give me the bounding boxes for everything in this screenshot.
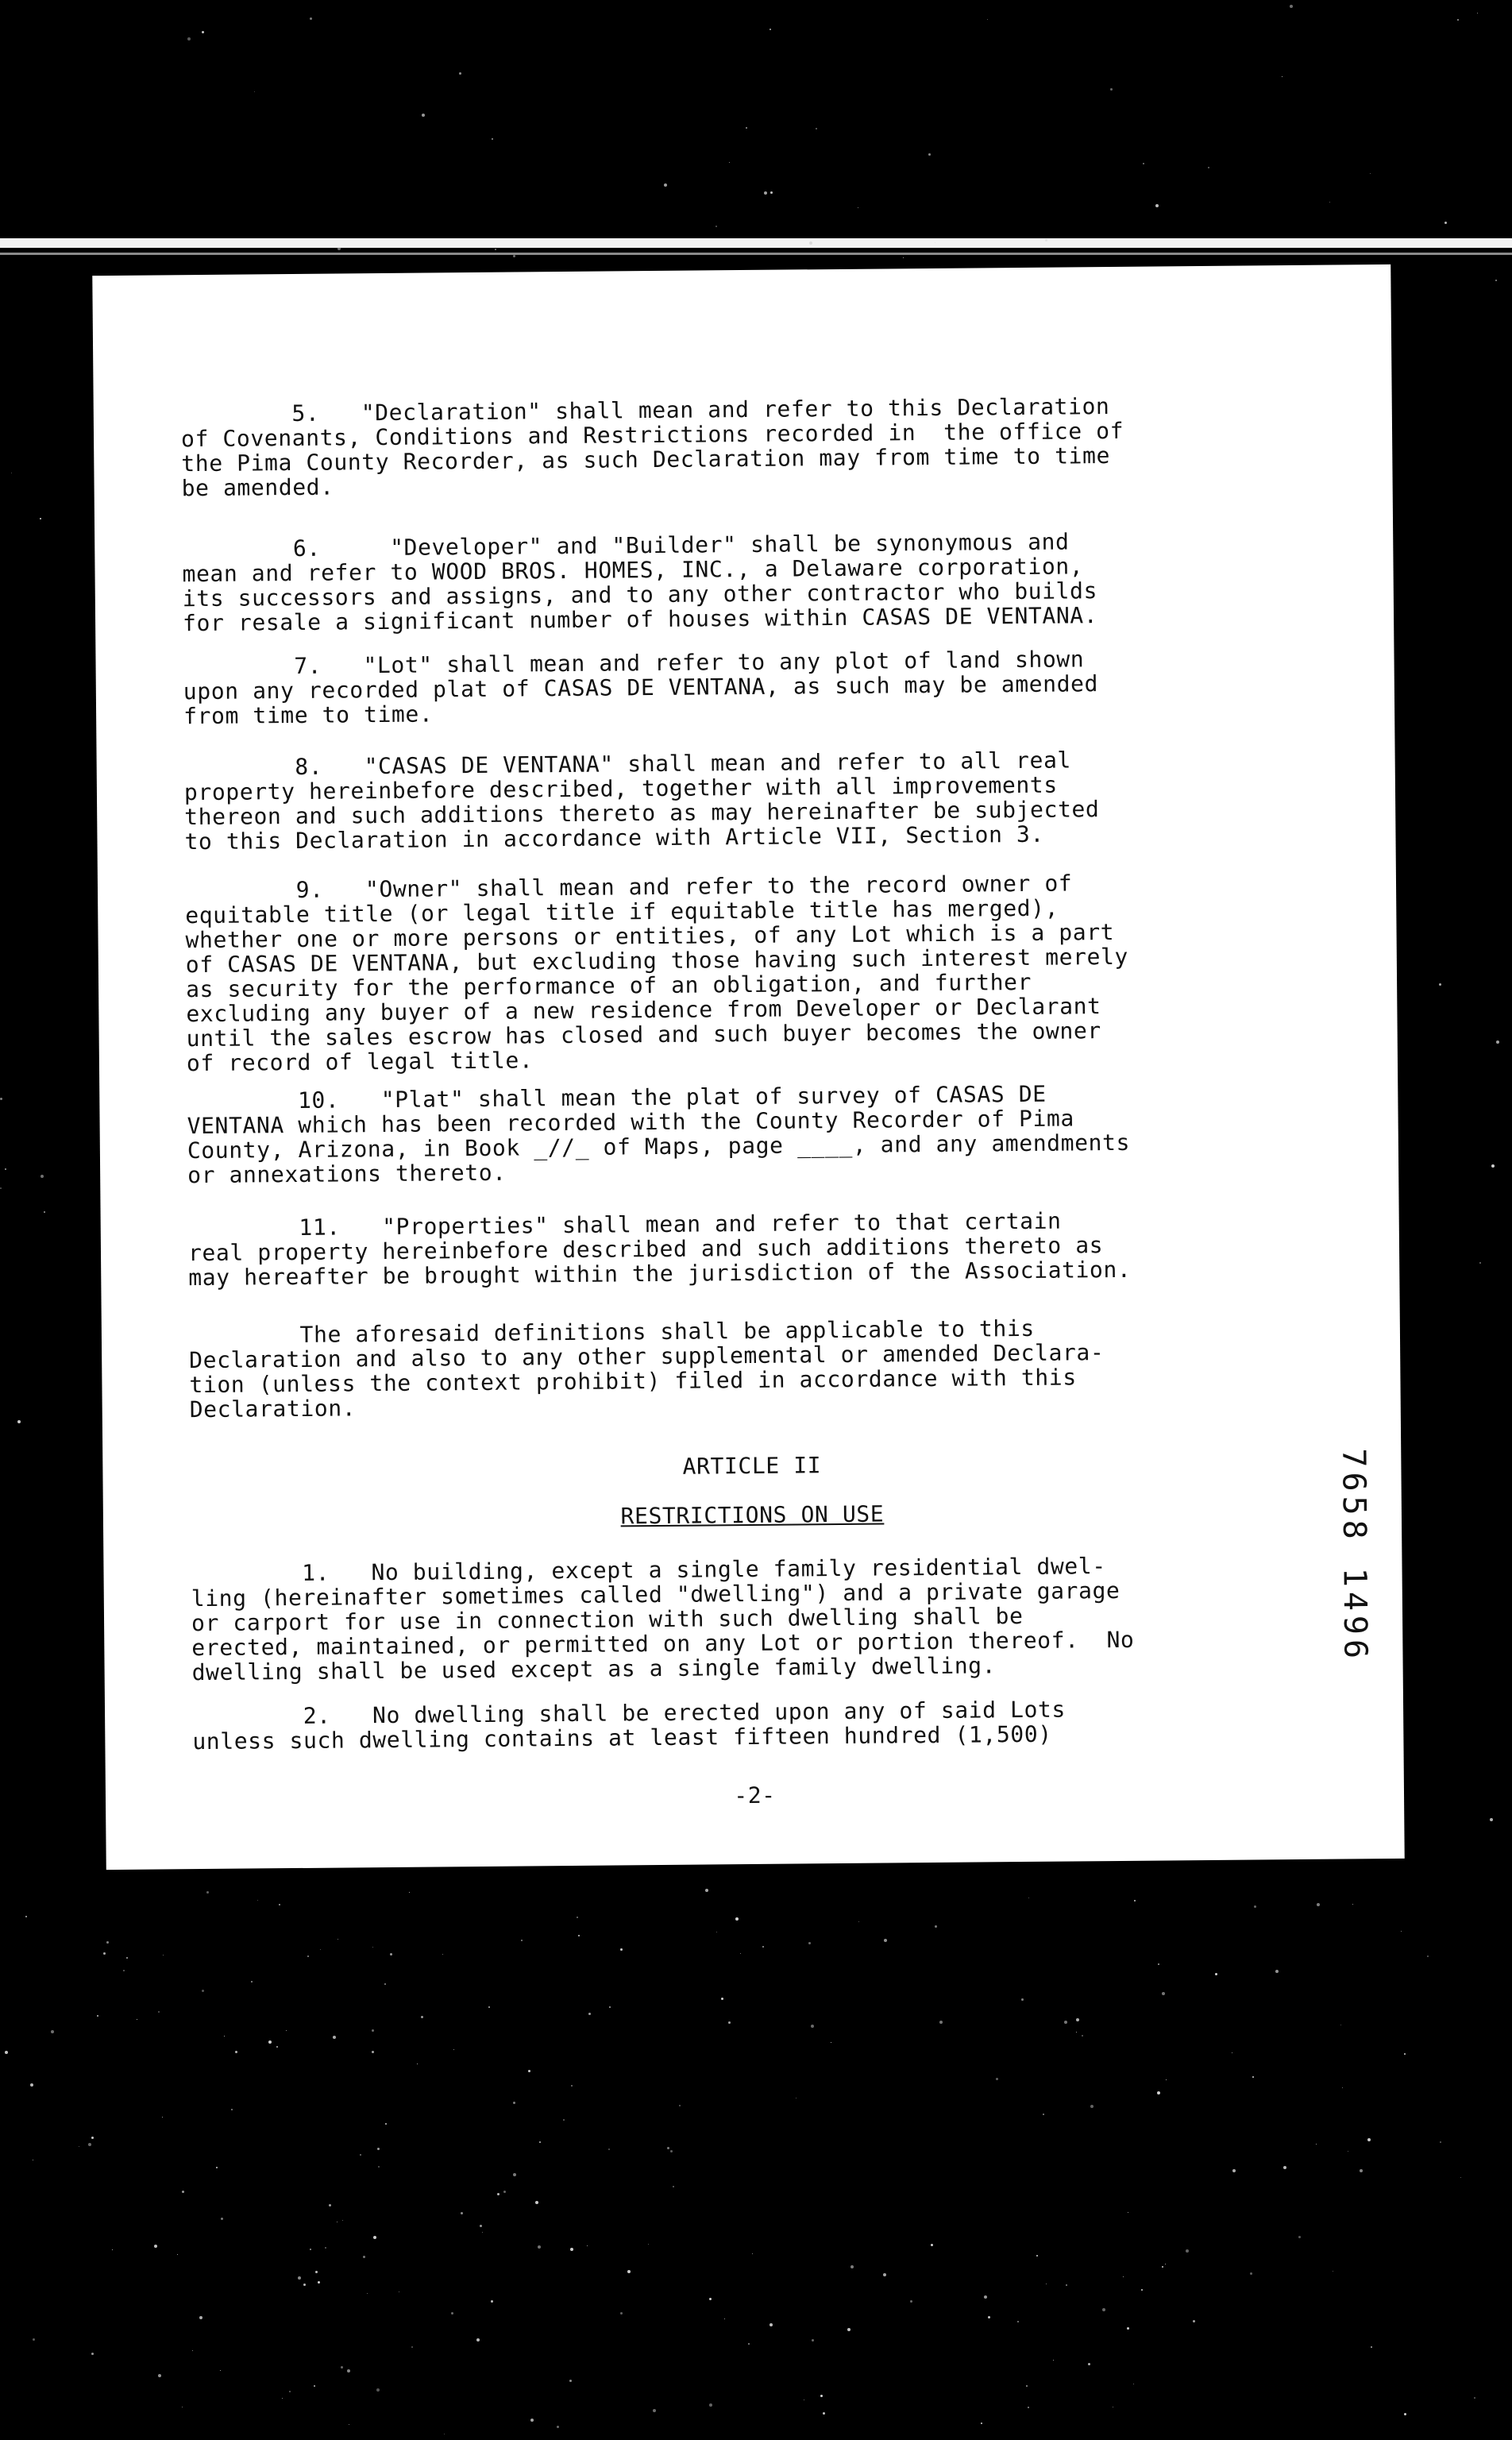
noise-speck [0,1098,2,1100]
noise-speck [488,2006,490,2008]
noise-speck [1404,2413,1406,2415]
noise-speck [372,1947,373,1948]
noise-speck [521,1940,523,1941]
noise-speck [608,2149,610,2150]
noise-speck [1110,88,1113,91]
noise-speck [1143,163,1144,164]
noise-speck [571,2085,573,2087]
noise-speck [1427,1955,1429,1957]
noise-speck [372,2029,374,2032]
scan-band-top [0,238,1512,248]
noise-speck [310,2249,311,2250]
noise-speck [390,1953,392,1955]
noise-speck [1490,1818,1493,1821]
noise-speck [453,2049,454,2050]
noise-speck [513,2102,515,2104]
noise-speck [33,2338,35,2341]
noise-speck [578,1935,580,1936]
noise-speck [409,1892,410,1893]
noise-speck [847,2328,850,2331]
noise-speck [251,1981,253,1982]
noise-speck [735,1917,739,1921]
noise-speck [476,2338,480,2342]
noise-speck [192,2350,193,2351]
restriction-2: 2. No dwelling shall be erected upon any of said Lots unless such dwelling contains at least fifteen hundred (1,500) [191,1696,1066,1755]
noise-speck [123,1970,125,1971]
noise-speck [325,2247,326,2249]
noise-speck [1155,204,1159,207]
noise-speck [748,2343,750,2345]
noise-speck [1352,1904,1353,1905]
noise-speck [609,2006,611,2008]
noise-speck [202,31,204,33]
noise-speck [627,2270,631,2273]
noise-speck [1317,1903,1320,1906]
noise-speck [315,2271,318,2273]
noise-speck [1329,202,1330,203]
noise-speck [1053,2360,1054,2361]
noise-speck [820,2395,823,2397]
noise-speck [459,72,461,75]
noise-speck [570,2248,573,2251]
noise-speck [1252,2076,1254,2078]
noise-speck [1457,19,1459,21]
noise-speck [1491,1164,1495,1168]
noise-speck [451,2312,453,2315]
noise-speck [97,2015,98,2017]
noise-speck [939,2021,943,2024]
noise-speck [422,114,425,117]
noise-speck [667,2147,669,2149]
noise-speck [88,2143,91,2146]
noise-speck [112,2249,113,2250]
noise-speck [503,2191,506,2193]
noise-speck [106,1941,109,1944]
noise-speck [1496,1040,1499,1044]
noise-speck [1208,167,1209,168]
noise-speck [158,2011,160,2013]
noise-speck [808,1942,811,1944]
noise-speck [981,2423,982,2424]
noise-speck [314,2385,315,2387]
noise-speck [421,2016,423,2018]
noise-speck [528,2070,530,2072]
noise-speck [231,2109,233,2110]
noise-speck [1370,173,1371,174]
noise-speck [461,2212,463,2214]
noise-speck [338,247,341,250]
noise-speck [318,2281,320,2284]
noise-speck [162,2117,163,2118]
noise-speck [0,1187,2,1189]
noise-speck [279,1904,280,1905]
noise-speck [480,2225,482,2227]
noise-speck [664,183,667,187]
noise-speck [1460,2177,1461,2178]
noise-speck [988,2316,990,2318]
noise-speck [850,2265,854,2268]
noise-speck [268,2040,272,2044]
noise-speck [513,255,515,257]
noise-speck [1495,280,1497,281]
noise-speck [538,2245,541,2249]
noise-speck [307,1955,309,1957]
noise-speck [984,2295,987,2299]
noise-speck [329,2204,331,2206]
noise-speck [709,2298,712,2300]
noise-speck [1440,2141,1441,2143]
noise-speck [442,1954,443,1955]
noise-speck [385,2123,387,2125]
noise-speck [360,2154,361,2156]
noise-speck [282,2398,283,2399]
noise-speck [577,1917,578,1918]
paragraph-9: 9. "Owner" shall mean and refer to the record owner of equitable title (or legal title if equitable title has merged), whether one or more persons or entities, of any Lot which is a part of CASAS DE VENTANA, but excluding those having such interest merely as security for the performance of an obligation, and further excluding any buyer of a new residence from Developer or Declarant until the sales escrow has closed and such buyer becomes the owner of record of legal title. [184,870,1129,1077]
noise-speck [1439,983,1441,986]
noise-speck [670,2150,673,2152]
noise-speck [1290,5,1293,8]
noise-speck [1141,2289,1143,2291]
noise-speck [1082,2035,1083,2037]
noise-speck [884,1939,887,1942]
noise-speck [1367,2138,1371,2141]
noise-speck [770,2323,773,2326]
noise-speck [1186,2249,1189,2253]
noise-speck [1090,2105,1094,2108]
noise-speck [724,2318,725,2319]
noise-speck [1076,2032,1077,2033]
noise-speck [91,2353,94,2355]
recording-number: 7658 1496 [1335,1448,1374,1664]
noise-speck [1127,2327,1129,2330]
noise-speck [126,1957,128,1959]
noise-speck [823,2412,825,2415]
noise-speck [1043,2114,1044,2115]
noise-speck [298,2276,301,2280]
noise-speck [1474,2397,1475,2399]
noise-speck [513,2173,516,2176]
section-heading: RESTRICTIONS ON USE [620,1500,885,1530]
noise-speck [530,2419,534,2422]
noise-speck [812,2339,814,2342]
noise-speck [1215,1973,1217,1975]
noise-speck [216,2167,218,2168]
noise-speck [1134,1900,1136,1901]
noise-speck [648,2244,649,2245]
noise-speck [729,162,730,163]
noise-speck [588,2013,591,2015]
noise-speck [716,226,717,227]
noise-speck [177,2254,178,2255]
noise-speck [935,1925,937,1928]
noise-speck [342,2220,343,2221]
paragraph-11: 11. "Properties" shall mean and refer to that certain real property hereinbefore described and such additions thereto as may hereafter be brought within the jurisdiction of the Association. [187,1207,1132,1291]
noise-speck [310,17,312,20]
noise-speck [752,2253,753,2254]
noise-speck [620,2312,623,2315]
noise-speck [378,2166,380,2168]
scan-band-line [0,253,1512,255]
noise-speck [705,1889,708,1892]
noise-speck [224,2036,225,2037]
noise-speck [1102,2308,1105,2311]
noise-speck [1404,2053,1406,2055]
noise-speck [709,2403,712,2407]
noise-speck [341,2366,343,2369]
noise-speck [1064,2021,1067,2024]
noise-speck [883,2273,886,2276]
noise-speck [563,2119,565,2121]
noise-speck [235,2051,237,2053]
noise-speck [1158,1963,1159,1965]
noise-speck [1123,2276,1124,2277]
noise-speck [1157,2091,1160,2094]
noise-speck [740,1953,741,1954]
noise-speck [679,2105,681,2106]
noise-speck [1066,2284,1067,2286]
paragraph-definitions: The aforesaid definitions shall be applicable to this Declaration and also to any other supplemental or amended Declara- tion (unless the context prohibit) filed in accordance with this Declaration. [188,1315,1105,1423]
noise-speck [1166,2079,1167,2080]
noise-speck [103,1952,106,1955]
page-number: -2- [734,1782,776,1809]
noise-speck [770,29,771,30]
noise-speck [996,2078,998,2080]
paragraph-5: 5. "Declaration" shall mean and refer to this Declaration of Covenants, Conditions and Restrictions recorded in the office of the Pima County Recorder, as such Declaration may from time to time be amended. [180,392,1124,502]
noise-speck [620,1948,623,1951]
noise-speck [770,191,773,194]
noise-speck [257,1900,258,1901]
noise-speck [653,2409,656,2412]
noise-speck [367,2293,368,2294]
noise-speck [858,1921,859,1922]
noise-speck [1342,2087,1343,2088]
noise-speck [384,1983,386,1985]
noise-speck [764,191,767,195]
noise-speck [987,19,988,20]
noise-speck [221,2218,223,2220]
paragraph-7: 7. "Lot" shall mean and refer to any plot of land shown upon any recorded plat of CASAS DE VENTANA, as such may be amended from time to time. [183,646,1099,730]
noise-speck [569,2380,572,2382]
noise-speck [333,2036,336,2039]
noise-speck [1088,2363,1090,2365]
noise-speck [492,138,493,140]
noise-speck [40,1175,44,1178]
noise-speck [1076,2018,1079,2021]
noise-speck [25,1916,27,1917]
noise-speck [44,1211,45,1213]
paragraph-10: 10. "Plat" shall mean the plat of survey of CASAS DE VENTANA which has been recorded with the County Recorder of Pima County, Arizona, in Book _//_ of Maps, page ____, and any amendments or annexations thereto. [187,1080,1131,1189]
noise-speck [30,2083,33,2087]
noise-speck [816,128,817,129]
noise-speck [931,2244,933,2246]
noise-speck [91,2137,94,2139]
noise-speck [1036,2255,1038,2257]
noise-speck [928,153,931,156]
noise-speck [1298,2236,1301,2238]
noise-speck [40,518,41,519]
noise-speck [1045,239,1047,241]
noise-speck [721,1998,723,2000]
noise-speck [1250,2272,1252,2275]
noise-speck [154,2245,157,2248]
noise-speck [497,2193,499,2195]
noise-speck [728,2021,731,2024]
noise-speck [811,2025,814,2028]
noise-speck [5,2051,8,2054]
noise-speck [254,91,255,92]
noise-speck [376,2388,380,2392]
paragraph-6: 6. "Developer" and "Builder" shall be synonymous and mean and refer to WOOD BROS. HOMES, INC., a Delaware corporation, its successors and assigns, and to any other contractor who builds for resale a significant number of houses within CASAS DE VENTANA. [182,528,1098,637]
noise-speck [220,2370,221,2371]
noise-speck [1360,2169,1363,2172]
paragraph-8: 8. "CASAS DE VENTANA" shall mean and refer to all real property hereinbefore described, together with all improvements thereon and such additions thereto as may hereinafter be subjected to this Declaration in accordance with Article VII, Section 3. [183,747,1100,855]
noise-speck [1232,2169,1236,2172]
noise-speck [1017,2321,1019,2322]
noise-speck [1316,2144,1317,2145]
noise-speck [1162,1992,1165,1995]
noise-speck [202,1990,204,1992]
noise-speck [289,2391,291,2392]
noise-speck [809,241,812,245]
noise-speck [51,2030,54,2033]
noise-speck [1371,2346,1372,2348]
noise-speck [187,37,191,41]
noise-speck [1026,2385,1028,2387]
noise-speck [1021,1998,1024,2001]
noise-speck [363,2256,365,2258]
document-page [92,264,1404,1870]
noise-speck [1283,2166,1286,2169]
noise-speck [557,2426,559,2428]
noise-speck [1254,1905,1256,1908]
noise-speck [482,2232,483,2233]
noise-speck [17,1420,21,1423]
noise-speck [746,127,747,129]
noise-speck [587,2245,588,2246]
noise-speck [1028,2407,1029,2408]
article-heading: ARTICLE II [682,1452,822,1480]
noise-speck [182,2191,184,2193]
noise-speck [910,2300,912,2303]
noise-speck [1477,13,1478,14]
noise-speck [5,1168,6,1170]
noise-speck [673,2186,674,2187]
noise-speck [1401,1931,1402,1932]
noise-speck [535,2201,538,2204]
noise-speck [158,2374,161,2377]
noise-speck [303,2284,306,2286]
noise-speck [199,2316,202,2319]
noise-speck [491,2300,493,2303]
noise-speck [539,2141,541,2143]
noise-speck [320,1949,321,1950]
noise-speck [206,1891,209,1894]
noise-speck [286,2030,287,2031]
noise-speck [411,2346,413,2348]
noise-speck [903,257,904,258]
noise-speck [276,2046,278,2048]
noise-speck [762,1946,764,1948]
noise-speck [377,2148,380,2150]
restriction-1: 1. No building, except a single family residential dwel- ling (hereinafter sometimes called "dwelling") and a private garage or carport for use in connection with such dwelling shall be erected, maintained, or permitted on any Lot or portion thereof. No dwelling shall be used except as a single family dwelling. [191,1553,1135,1686]
noise-speck [495,249,496,250]
noise-speck [1162,2266,1163,2268]
noise-speck [372,2051,374,2053]
noise-speck [1275,1970,1279,1973]
noise-speck [1479,1262,1481,1264]
noise-speck [373,2236,376,2239]
noise-speck [1444,222,1447,224]
noise-speck [347,2369,350,2372]
noise-speck [1193,2320,1195,2322]
